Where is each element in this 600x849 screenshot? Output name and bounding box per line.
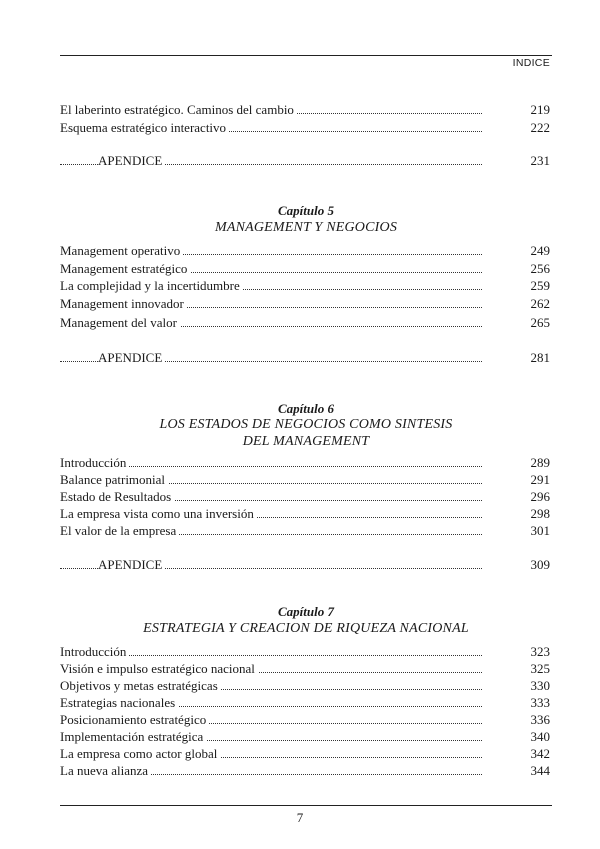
toc-entry [60, 728, 552, 745]
toc-entry [60, 260, 552, 277]
toc-entry [60, 643, 552, 660]
toc-entry-page: 301 [530, 523, 550, 538]
toc-entry-title: APENDICE [98, 350, 165, 365]
toc-entry [60, 119, 552, 136]
toc-entry-title: Visión e impulso estratégico nacional [60, 661, 258, 676]
toc-entry-title: La complejidad y la incertidumbre [60, 278, 243, 293]
toc-entry-page: 333 [530, 695, 550, 710]
toc-entry-title: Balance patrimonial [60, 472, 168, 487]
chapter-label: Capítulo 7 [278, 604, 334, 619]
toc-entry-title: Posicionamiento estratégico [60, 712, 209, 727]
toc-entry-title: La nueva alianza [60, 763, 151, 778]
toc-entry-page: 291 [530, 472, 550, 487]
toc-entry-title: APENDICE [98, 153, 165, 168]
footer-rule [60, 805, 552, 806]
toc-entry-page: 256 [530, 261, 550, 276]
toc-entry-page: 325 [530, 661, 550, 676]
toc-entry [60, 471, 552, 488]
toc-entry [60, 295, 552, 312]
toc-entry-title: Introducción [60, 644, 129, 659]
toc-entry-appendix [60, 556, 552, 573]
toc-entry [60, 694, 552, 711]
toc-entry-page: 281 [530, 350, 550, 365]
toc-entry-title: La empresa como actor global [60, 746, 220, 761]
toc-entry-title: Management innovador [60, 296, 187, 311]
toc-entry-title: Objetivos y metas estratégicas [60, 678, 221, 693]
header-rule [60, 55, 552, 56]
toc-entry-title: El valor de la empresa [60, 523, 179, 538]
toc-entry-title: APENDICE [98, 557, 165, 572]
toc-entry-page: 323 [530, 644, 550, 659]
running-header: INDICE [512, 57, 550, 69]
toc-entry [60, 745, 552, 762]
toc-entry [60, 711, 552, 728]
toc-entry [60, 505, 552, 522]
toc-entry-page: 344 [530, 763, 550, 778]
chapter-label: Capítulo 5 [278, 203, 334, 218]
toc-entry-title: Estado de Resultados [60, 489, 174, 504]
toc-entry-title: Management operativo [60, 243, 183, 258]
toc-entry [60, 488, 552, 505]
chapter-label: Capítulo 6 [278, 401, 334, 416]
toc-entry-title: Management del valor [60, 315, 180, 330]
toc-entry-page: 231 [530, 153, 550, 168]
toc-entry-page: 222 [530, 120, 550, 135]
toc-entry-title: Estrategias nacionales [60, 695, 178, 710]
chapter-title: MANAGEMENT Y NEGOCIOS [214, 220, 398, 235]
toc-entry [60, 454, 552, 471]
page-number: 7 [296, 810, 304, 825]
toc-entry [60, 522, 552, 539]
toc-entry-appendix [60, 349, 552, 366]
toc-entry [60, 101, 552, 118]
toc-entry [60, 242, 552, 259]
toc-entry-title: Implementación estratégica [60, 729, 206, 744]
toc-entry-title: Management estratégico [60, 261, 190, 276]
toc-entry-page: 219 [530, 102, 550, 117]
toc-entry [60, 660, 552, 677]
toc-entry-title: La empresa vista como una inversión [60, 506, 257, 521]
toc-entry-page: 309 [530, 557, 550, 572]
toc-entry-page: 336 [530, 712, 550, 727]
chapter-title-line-1: LOS ESTADOS DE NEGOCIOS COMO SINTESIS [159, 417, 453, 432]
toc-entry-page: 289 [530, 455, 550, 470]
toc-entry-page: 298 [530, 506, 550, 521]
toc-entry-page: 296 [530, 489, 550, 504]
chapter-title: ESTRATEGIA Y CREACION DE RIQUEZA NACIONAL [143, 621, 469, 636]
toc-entry-page: 259 [530, 278, 550, 293]
toc-entry-page: 249 [530, 243, 550, 258]
toc-entry [60, 677, 552, 694]
toc-entry [60, 277, 552, 294]
toc-entry-page: 340 [530, 729, 550, 744]
toc-entry [60, 762, 552, 779]
toc-entry-page: 265 [530, 315, 550, 330]
toc-entry [60, 314, 552, 331]
toc-entry-title: El laberinto estratégico. Caminos del cambio [60, 102, 297, 117]
toc-entry-page: 330 [530, 678, 550, 693]
toc-entry-title: Esquema estratégico interactivo [60, 120, 229, 135]
toc-entry-page: 262 [530, 296, 550, 311]
toc-entry-appendix [60, 152, 552, 169]
chapter-title-line-2: DEL MANAGEMENT [242, 434, 370, 449]
toc-entry-title: Introducción [60, 455, 129, 470]
toc-entry-page: 342 [530, 746, 550, 761]
